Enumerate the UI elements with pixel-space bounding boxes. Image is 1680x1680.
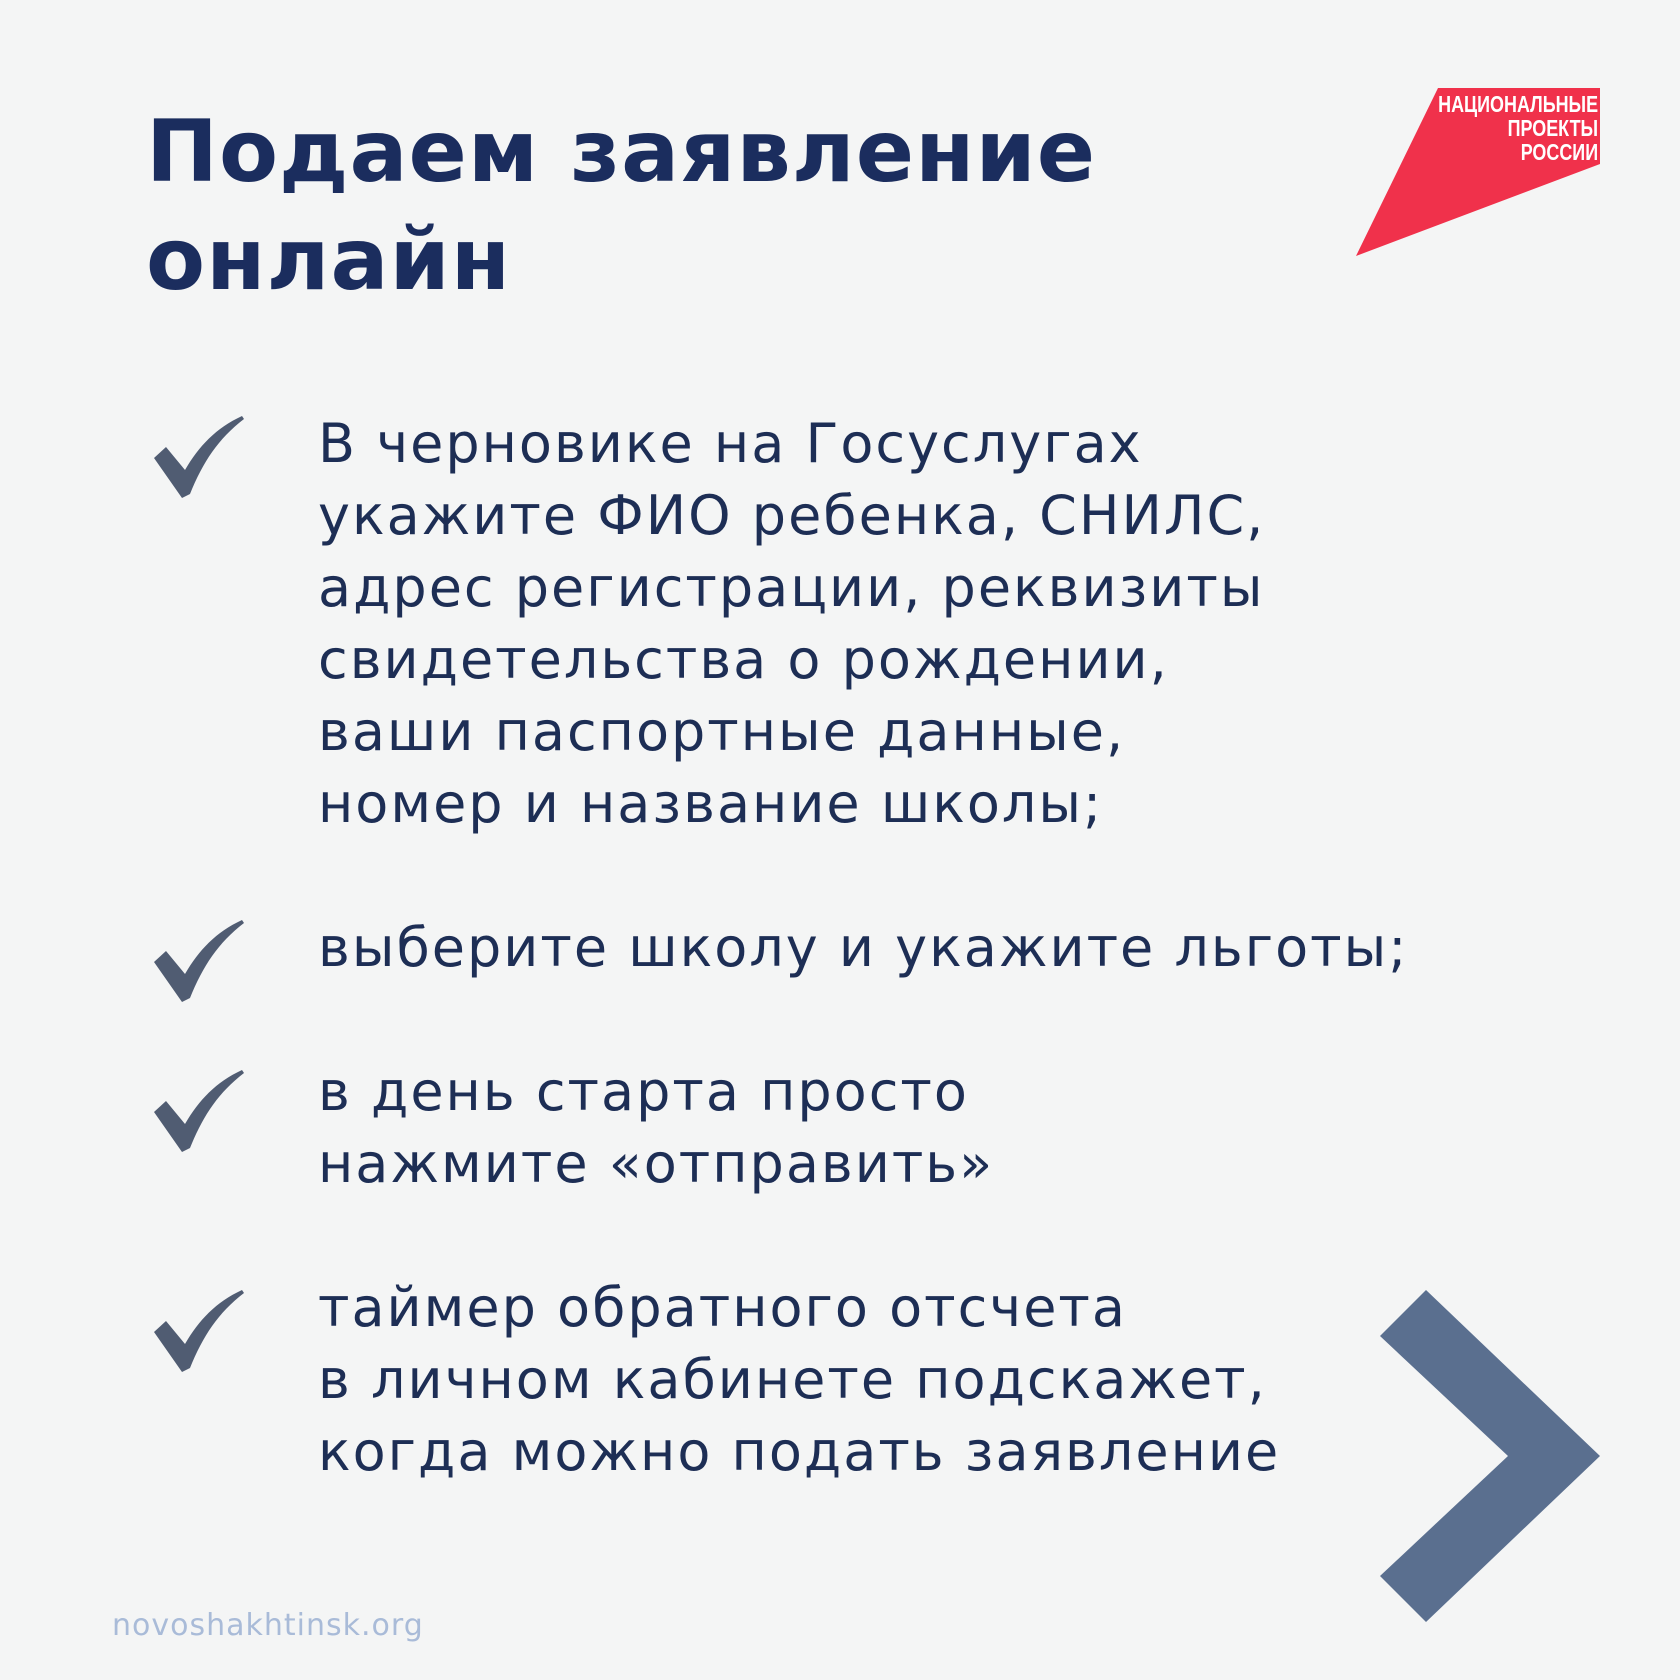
logo-text	[1438, 92, 1598, 164]
logo-text-line-3: РОССИИ	[1520, 139, 1598, 165]
list-item-3-text	[318, 1056, 994, 1200]
check-icon	[152, 918, 244, 1004]
list-item-1-line-2: укажите ФИО ребенка, СНИЛС,	[318, 484, 1266, 547]
page-title	[146, 98, 1096, 314]
list-item-4-text	[318, 1272, 1280, 1488]
list-item-2-text	[318, 912, 1408, 984]
list-item-1-text	[318, 408, 1265, 840]
footer-url: novoshakhtinsk.org	[112, 1608, 424, 1643]
national-projects-logo	[1352, 86, 1602, 258]
check-icon	[152, 1288, 244, 1374]
list-item-1-line-4: свидетельства о рождении,	[318, 628, 1169, 691]
list-item-3-line-1: в день старта просто	[318, 1060, 969, 1123]
list-item-1-line-3: адрес регистрации, реквизиты	[318, 556, 1265, 619]
logo-text-line-2: ПРОЕКТЫ	[1507, 115, 1598, 141]
page-title-line-2: онлайн	[146, 210, 512, 310]
page-title-line-1: Подаем заявление	[146, 102, 1097, 202]
list-item-1-line-5: ваши паспортные данные,	[318, 700, 1126, 763]
list-item-1-line-6: номер и название школы;	[318, 772, 1104, 835]
logo-text-line-1: НАЦИОНАЛЬНЫЕ	[1438, 91, 1598, 117]
list-item-3-line-2: нажмите «отправить»	[318, 1132, 995, 1195]
check-icon	[152, 414, 244, 500]
list-item-4-line-3: когда можно подать заявление	[318, 1420, 1281, 1483]
list-item-2-line-1: выберите школу и укажите льготы;	[318, 916, 1409, 979]
list-item-1-line-1: В черновике на Госуслугах	[318, 412, 1143, 475]
chevron-right-icon[interactable]	[1380, 1290, 1606, 1622]
list-item-4-line-1: таймер обратного отсчета	[318, 1276, 1127, 1339]
list-item-4-line-2: в личном кабинете подскажет,	[318, 1348, 1267, 1411]
check-icon	[152, 1068, 244, 1154]
